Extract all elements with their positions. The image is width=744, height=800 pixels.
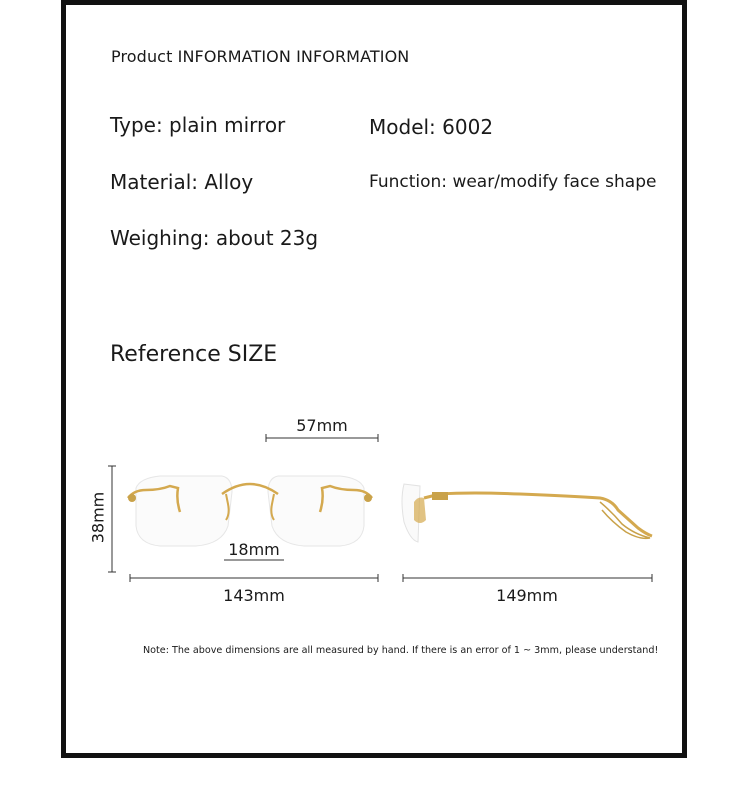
spec-model: Model: 6002: [369, 115, 494, 139]
right-hinge: [364, 494, 372, 502]
side-nose-pad: [414, 498, 426, 524]
section-heading: Product INFORMATION INFORMATION: [111, 47, 410, 66]
spec-function: Function: wear/modify face shape: [369, 172, 657, 192]
spec-type: Type: plain mirror: [110, 113, 286, 137]
left-hinge: [128, 494, 136, 502]
side-temple: [424, 493, 652, 536]
spec-material: Material: Alloy: [110, 170, 254, 194]
spec-weighing: Weighing: about 23g: [110, 226, 319, 250]
right-lens: [268, 476, 364, 546]
side-hinge: [432, 492, 448, 500]
frame-width-label: 143mm: [223, 586, 285, 605]
lens-height-label: 38mm: [88, 491, 108, 544]
left-lens: [136, 476, 232, 546]
lens-width-label: 57mm: [296, 416, 348, 435]
temple-length-label: 149mm: [496, 586, 558, 605]
bridge-label: 18mm: [228, 540, 280, 559]
measurement-note: Note: The above dimensions are all measured by hand. If there is an error of 1 ~ 3mm, please understand!: [143, 645, 659, 656]
reference-size-title: Reference SIZE: [110, 342, 278, 367]
